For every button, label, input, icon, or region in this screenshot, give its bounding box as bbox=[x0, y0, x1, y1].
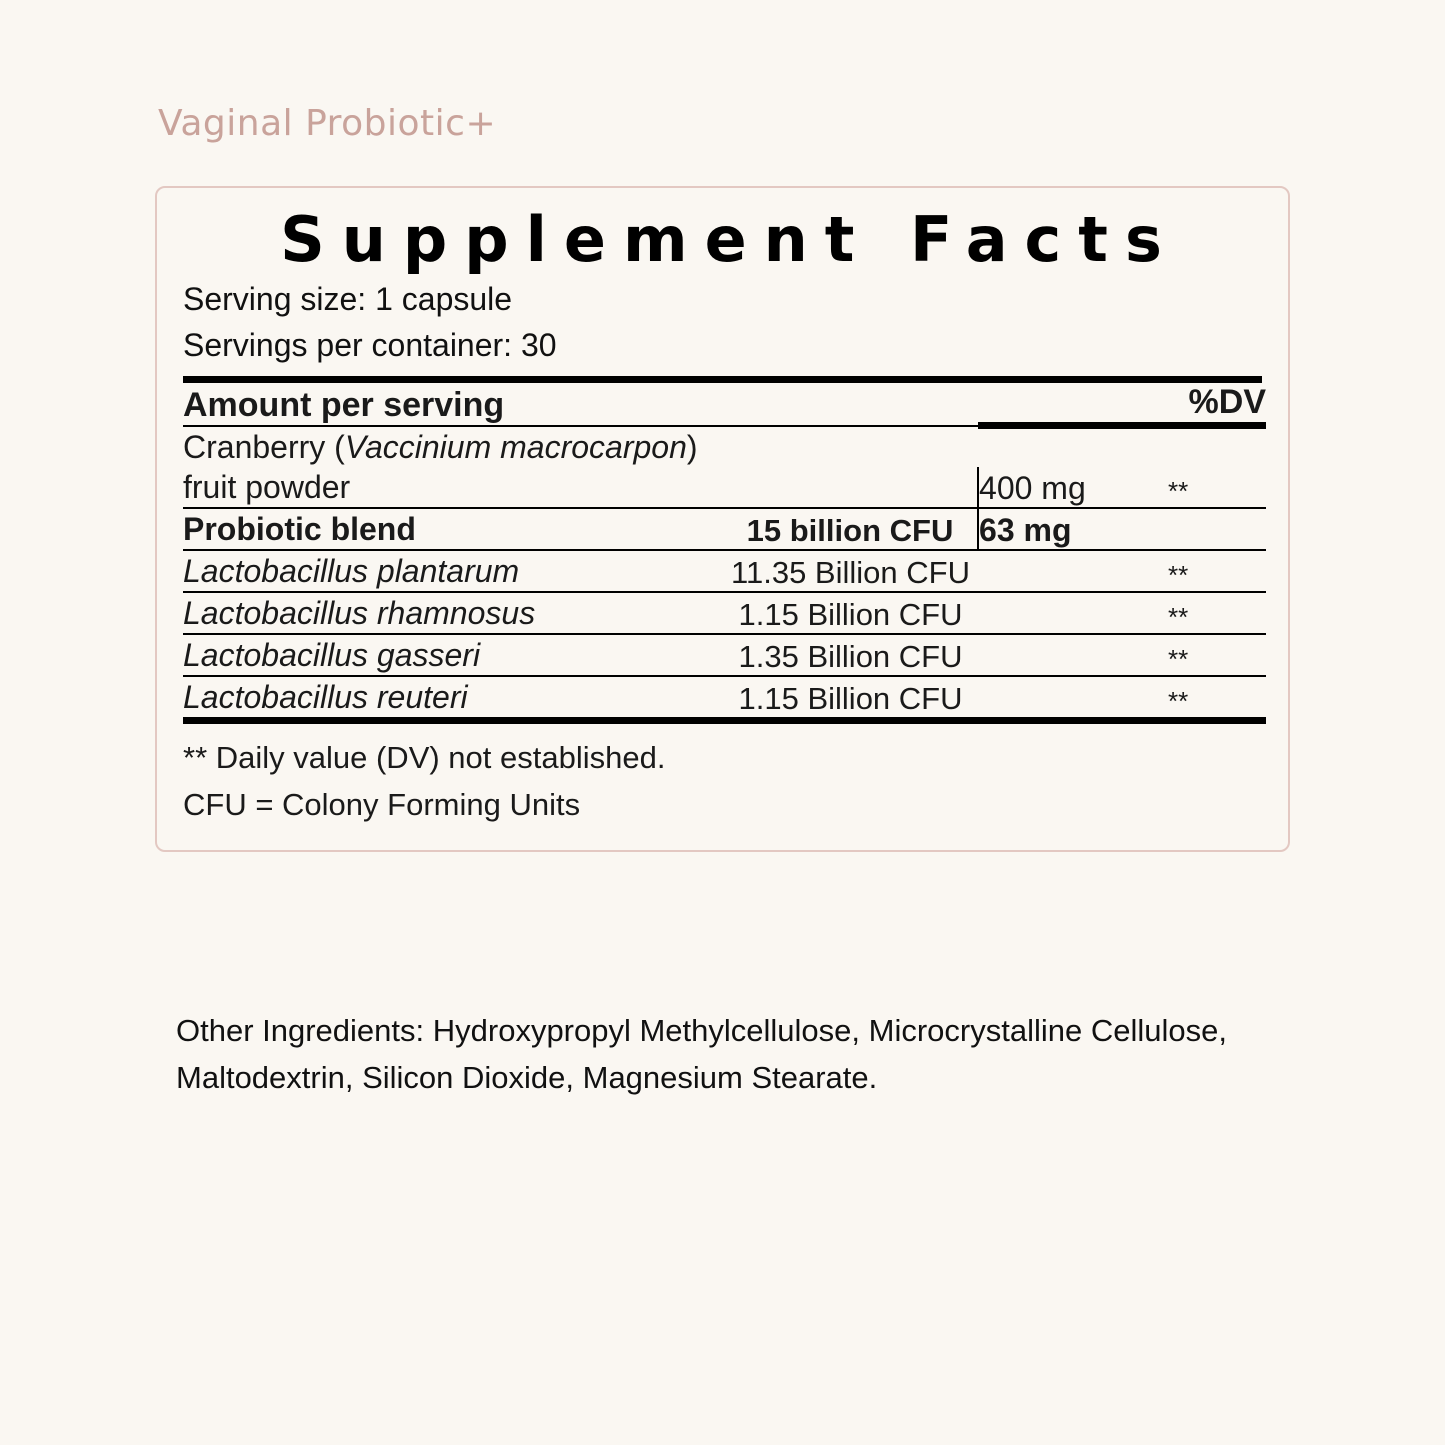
strain-dv-plantarum: ** bbox=[1168, 550, 1266, 592]
serving-size: Serving size: 1 capsule bbox=[183, 281, 513, 318]
strain-amount-plantarum bbox=[978, 550, 1168, 592]
product-title: Vaginal Probiotic+ bbox=[158, 103, 497, 144]
footnote-dv: ** Daily value (DV) not established. bbox=[183, 739, 666, 775]
strain-amount-rhamnosus bbox=[978, 592, 1168, 634]
table-row bbox=[183, 426, 1266, 467]
strain-label: Lactobacillus reuteri bbox=[183, 678, 468, 715]
strain-label: Lactobacillus rhamnosus bbox=[183, 594, 536, 631]
strain-label: Lactobacillus gasseri bbox=[183, 636, 481, 673]
cranberry-dv: ** bbox=[1168, 467, 1266, 508]
servings-per-container: Servings per container: 30 bbox=[183, 326, 557, 363]
probiotic-blend-amount: 63 mg bbox=[978, 508, 1168, 550]
table-row bbox=[183, 634, 1266, 676]
other-ingredients bbox=[176, 1008, 1286, 1101]
cranberry-subline: fruit powder bbox=[183, 467, 978, 508]
facts-table bbox=[183, 383, 1266, 724]
other-ingredients-line2: Maltodextrin, Silicon Dioxide, Magnesium Stearate. bbox=[176, 1059, 878, 1095]
cranberry-latin-name: Vaccinium macrocarpon bbox=[344, 428, 687, 465]
table-row bbox=[183, 550, 1266, 592]
strain-name-reuteri bbox=[183, 676, 723, 721]
strain-cfu-reuteri: 1.15 Billion CFU bbox=[723, 676, 978, 721]
strain-dv-reuteri: ** bbox=[1168, 676, 1266, 721]
cranberry-dv-spacer bbox=[1168, 426, 1266, 467]
probiotic-blend-label: Probiotic blend bbox=[183, 508, 723, 550]
cranberry-label-suffix: ) bbox=[686, 428, 698, 465]
table-row bbox=[183, 508, 1266, 550]
strain-dv-rhamnosus: ** bbox=[1168, 592, 1266, 634]
strain-name-rhamnosus bbox=[183, 592, 723, 634]
divider-top-thick bbox=[183, 376, 1262, 383]
strain-dv-gasseri: ** bbox=[1168, 634, 1266, 676]
cranberry-amount: 400 mg bbox=[978, 467, 1168, 508]
table-row bbox=[183, 676, 1266, 721]
other-ingredients-line1: Other Ingredients: Hydroxypropyl Methylcellulose, Microcrystalline Cellulose, bbox=[176, 1013, 1227, 1048]
strain-cfu-rhamnosus: 1.15 Billion CFU bbox=[723, 592, 978, 634]
probiotic-blend-dv bbox=[1168, 508, 1266, 550]
ingredient-name-cranberry bbox=[183, 426, 978, 467]
strain-label: Lactobacillus plantarum bbox=[183, 552, 520, 589]
supplement-facts-panel bbox=[155, 186, 1290, 852]
strain-cfu-plantarum: 11.35 Billion CFU bbox=[723, 550, 978, 592]
strain-cfu-gasseri: 1.35 Billion CFU bbox=[723, 634, 978, 676]
footnote-cfu: CFU = Colony Forming Units bbox=[183, 786, 581, 822]
table-header-row bbox=[183, 383, 1266, 426]
cranberry-amount-spacer bbox=[978, 426, 1168, 467]
probiotic-blend-cfu: 15 billion CFU bbox=[723, 508, 978, 550]
dv-header: %DV bbox=[978, 383, 1266, 426]
amount-per-serving-header: Amount per serving bbox=[183, 383, 978, 426]
strain-name-gasseri bbox=[183, 634, 723, 676]
table-row bbox=[183, 592, 1266, 634]
strain-name-plantarum bbox=[183, 550, 723, 592]
strain-amount-reuteri bbox=[978, 676, 1168, 721]
table-row bbox=[183, 467, 1266, 508]
cranberry-label-prefix: Cranberry ( bbox=[183, 428, 345, 465]
strain-amount-gasseri bbox=[978, 634, 1168, 676]
panel-title: Supplement Facts bbox=[280, 203, 1179, 276]
